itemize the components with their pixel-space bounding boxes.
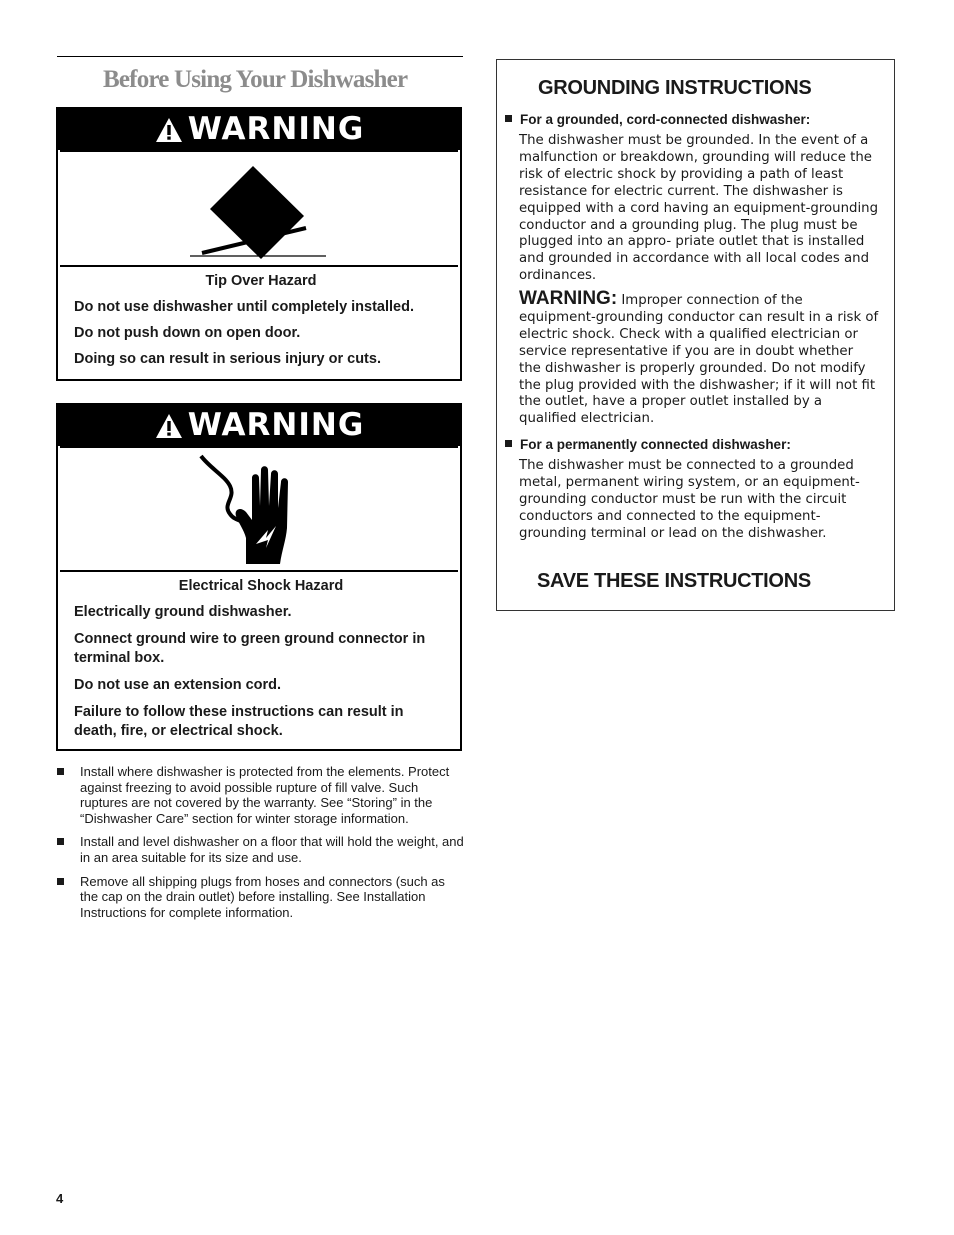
warning-header [58,405,460,446]
corded-paragraph: The dishwasher must be grounded. In the event of a malfunction or breakdown, grounding will reduce the risk of electric shock by providing a path of least resistance for electric current. The dishwasher is equipped with a cord having an equipment-grounding conductor and a grounding plug. The plug must be plugged into an appro- priate outlet that is installed and grounded in accordance with all local codes and ordinances. [519,133,879,284]
grounding-warning-text: Improper connection of the equipment-grounding conductor can result in a risk of electric shock. Check with a qualified electrician or service representative if you are in doubt whether the dishwasher is properly grounded. Do not modify the plug provided with the dishwasher; if it will not fit the outlet, have a proper outlet installed by a qualified electrician. [519,293,879,427]
installation-bullet-list [55,764,465,928]
save-instructions-heading: SAVE THESE INSTRUCTIONS [537,570,811,592]
list-item-text: Install where dishwasher is protected from the elements. Protect against freezing to avoid possible rupture of fill valve. Such ruptures are not covered by the warranty. See “Storing” in the “Dishwasher Care” section for winter storage information. [80,764,450,826]
list-item-text: Install and level dishwasher on a floor that will hold the weight, and in an area suitable for its size and use. [80,834,464,865]
warning-header-text: WARNING [187,407,365,443]
electrical-shock-warning-box [56,403,462,751]
warning-line: Doing so can result in serious injury or cuts. [74,351,381,367]
grounding-instructions-box [496,59,895,611]
alert-triangle-icon [154,412,184,440]
bullet-square-icon [57,768,64,775]
list-item [55,874,465,921]
warning-line: Do not use an extension cord. [74,677,282,693]
list-item-text: Remove all shipping plugs from hoses and connectors (such as the cap on the drain outlet) before installing. See Installation Instructions for complete information. [80,873,445,920]
list-item [55,764,465,826]
grounding-warning-label: WARNING: [519,288,618,309]
bullet-square-icon [505,115,512,122]
bullet-square-icon [57,878,64,885]
tip-over-icon [60,150,458,267]
permanent-subheading [505,437,791,452]
warning-text [58,572,460,741]
warning-header-text: WARNING [187,111,365,147]
warning-line: Electrically ground dishwasher. [74,604,292,620]
tip-over-warning-box [56,107,462,381]
warning-line: Do not use dishwasher until completely installed. [74,299,415,315]
page-number: 4 [56,1191,64,1206]
warning-text [58,267,460,369]
warning-line: Failure to follow these instructions can result in death, fire, or electrical shock. [74,704,404,739]
electrical-shock-icon [60,446,458,572]
top-rule [57,56,463,57]
hazard-title: Tip Over Hazard [205,273,317,289]
warning-line: Connect ground wire to green ground connector in terminal box. [74,631,426,666]
warning-header [58,109,460,150]
bullet-square-icon [57,838,64,845]
corded-subheading [505,112,810,127]
bullet-square-icon [505,440,512,447]
warning-line: Do not push down on open door. [74,325,301,341]
grounding-warning-paragraph [519,288,879,428]
hazard-title: Electrical Shock Hazard [178,578,344,594]
list-item [55,834,465,865]
grounding-title: GROUNDING INSTRUCTIONS [538,77,812,99]
permanent-subheading-text: For a permanently connected dishwasher: [520,437,791,452]
section-title: Before Using Your Dishwasher [103,66,408,93]
permanent-paragraph: The dishwasher must be connected to a grounded metal, permanent wiring system, or an equipment-grounding conductor must be run with the circuit conductors and connected to the equipment-grounding terminal or lead on the dishwasher. [519,458,860,541]
alert-triangle-icon [154,116,184,144]
corded-subheading-text: For a grounded, cord-connected dishwasher: [520,112,811,127]
